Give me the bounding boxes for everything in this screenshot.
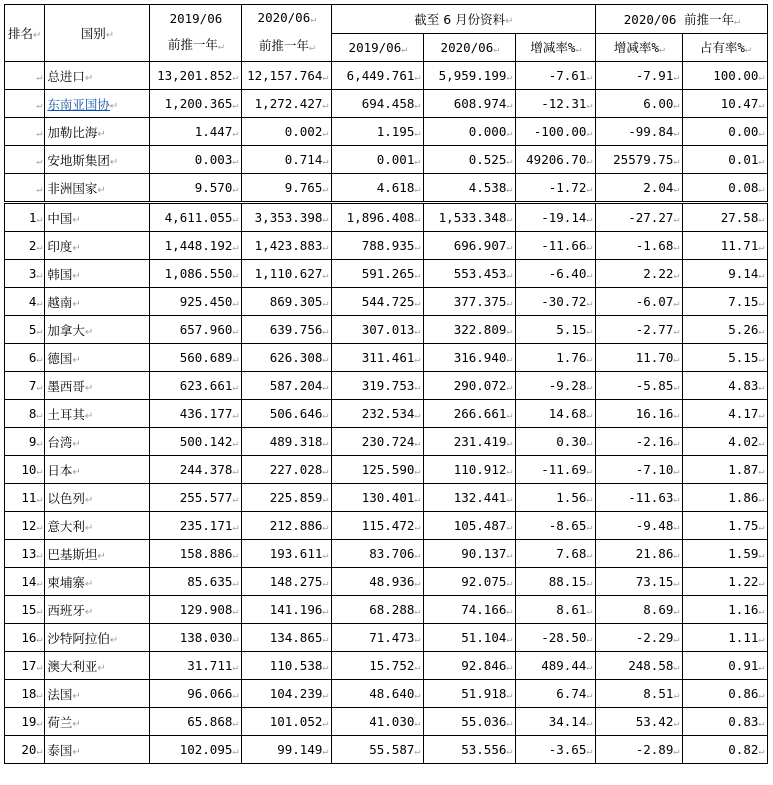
header-2019-label: 2019/06	[169, 11, 223, 26]
cell-2019-ttm: 925.450↵	[150, 288, 242, 316]
cell-ttm-change: -7.10↵	[596, 456, 683, 484]
cell-june-change: 7.68↵	[516, 540, 596, 568]
cell-june-2019: 55.587↵	[332, 736, 424, 764]
cell-ttm-share: 1.86↵	[683, 484, 768, 512]
cell-ttm-change: 21.86↵	[596, 540, 683, 568]
cell-country: 西班牙↵	[45, 596, 150, 624]
cell-ttm-share: 1.11↵	[683, 624, 768, 652]
header-june-2019: 2019/06↵	[332, 33, 424, 62]
cell-june-2020: 90.137↵	[424, 540, 516, 568]
cell-june-2019: 591.265↵	[332, 260, 424, 288]
table-row	[5, 736, 768, 764]
cell-2020-ttm: 9.765↵	[242, 174, 332, 203]
cell-2019-ttm: 657.960↵	[150, 316, 242, 344]
cell-ttm-share: 1.87↵	[683, 456, 768, 484]
cell-2019-ttm: 500.142↵	[150, 428, 242, 456]
cell-june-2019: 232.534↵	[332, 400, 424, 428]
cell-country: 荷兰↵	[45, 708, 150, 736]
cell-2019-ttm: 102.095↵	[150, 736, 242, 764]
cell-june-2019: 48.640↵	[332, 680, 424, 708]
cell-ttm-change: 8.69↵	[596, 596, 683, 624]
cell-country: 日本↵	[45, 456, 150, 484]
table-row	[5, 708, 768, 736]
cell-2019-ttm: 65.868↵	[150, 708, 242, 736]
cell-2020-ttm: 869.305↵	[242, 288, 332, 316]
cell-country: 中国↵	[45, 203, 150, 232]
cell-june-change: 5.15↵	[516, 316, 596, 344]
cell-2019-ttm: 436.177↵	[150, 400, 242, 428]
cell-2019-ttm: 1,086.550↵	[150, 260, 242, 288]
cell-ttm-change: -2.77↵	[596, 316, 683, 344]
header-june-2020: 2020/06↵	[424, 33, 516, 62]
table-row	[5, 118, 768, 146]
cell-ttm-change: 2.04↵	[596, 174, 683, 203]
header-2020-sub: 前推一年↵	[258, 38, 315, 53]
cell-june-2020: 377.375↵	[424, 288, 516, 316]
cell-ttm-share: 1.16↵	[683, 596, 768, 624]
cell-country: 韩国↵	[45, 260, 150, 288]
cell-country: 印度↵	[45, 232, 150, 260]
cell-rank: 10↵	[5, 456, 45, 484]
cell-june-change: -6.40↵	[516, 260, 596, 288]
cell-june-2020: 0.525↵	[424, 146, 516, 174]
cell-june-2020: 266.661↵	[424, 400, 516, 428]
cell-2020-ttm: 225.859↵	[242, 484, 332, 512]
import-table	[4, 4, 768, 764]
cell-june-change: -11.69↵	[516, 456, 596, 484]
cell-june-change: 489.44↵	[516, 652, 596, 680]
cell-2020-ttm: 1,423.883↵	[242, 232, 332, 260]
cell-june-2019: 1,896.408↵	[332, 203, 424, 232]
cell-rank: 11↵	[5, 484, 45, 512]
header-june-change: 增减率%↵	[516, 33, 596, 62]
cell-2019-ttm: 31.711↵	[150, 652, 242, 680]
table-row	[5, 484, 768, 512]
cell-june-2020: 322.809↵	[424, 316, 516, 344]
cell-ttm-change: -11.63↵	[596, 484, 683, 512]
table-row	[5, 540, 768, 568]
cell-june-2019: 130.401↵	[332, 484, 424, 512]
table-row	[5, 568, 768, 596]
cell-2020-ttm: 506.646↵	[242, 400, 332, 428]
cell-june-2019: 311.461↵	[332, 344, 424, 372]
cell-june-2019: 1.195↵	[332, 118, 424, 146]
cell-june-2020: 290.072↵	[424, 372, 516, 400]
cell-june-2020: 4.538↵	[424, 174, 516, 203]
table-row	[5, 372, 768, 400]
cell-june-2020: 92.075↵	[424, 568, 516, 596]
cell-ttm-change: 6.00↵	[596, 90, 683, 118]
cell-june-2019: 307.013↵	[332, 316, 424, 344]
cell-rank: 5↵	[5, 316, 45, 344]
cell-june-2020: 696.907↵	[424, 232, 516, 260]
cell-2019-ttm: 13,201.852↵	[150, 62, 242, 90]
cell-june-change: -12.31↵	[516, 90, 596, 118]
cell-june-2019: 0.001↵	[332, 146, 424, 174]
cell-ttm-share: 11.71↵	[683, 232, 768, 260]
table-row	[5, 652, 768, 680]
cell-country: 墨西哥↵	[45, 372, 150, 400]
cell-rank: ↵	[5, 118, 45, 146]
cell-june-2020: 53.556↵	[424, 736, 516, 764]
cell-ttm-change: 248.58↵	[596, 652, 683, 680]
cell-2019-ttm: 255.577↵	[150, 484, 242, 512]
cell-ttm-share: 0.00↵	[683, 118, 768, 146]
cell-2020-ttm: 0.714↵	[242, 146, 332, 174]
cell-rank: 8↵	[5, 400, 45, 428]
header-2019-sub: 前推一年↵	[167, 37, 224, 52]
cell-ttm-share: 100.00↵	[683, 62, 768, 90]
cell-rank: 2↵	[5, 232, 45, 260]
cell-june-change: -100.00↵	[516, 118, 596, 146]
cell-2019-ttm: 96.066↵	[150, 680, 242, 708]
cell-ttm-share: 0.83↵	[683, 708, 768, 736]
cell-2020-ttm: 3,353.398↵	[242, 203, 332, 232]
cell-country: 土耳其↵	[45, 400, 150, 428]
cell-country: 澳大利亚↵	[45, 652, 150, 680]
cell-ttm-change: -5.85↵	[596, 372, 683, 400]
cell-2019-ttm: 244.378↵	[150, 456, 242, 484]
cell-june-2020: 553.453↵	[424, 260, 516, 288]
header-group-ttm: 2020/06 前推一年↵	[596, 5, 768, 34]
cell-june-2019: 4.618↵	[332, 174, 424, 203]
cell-ttm-share: 1.22↵	[683, 568, 768, 596]
cell-ttm-share: 27.58↵	[683, 203, 768, 232]
cell-june-2019: 15.752↵	[332, 652, 424, 680]
cell-ttm-change: -2.89↵	[596, 736, 683, 764]
cell-2019-ttm: 138.030↵	[150, 624, 242, 652]
cell-ttm-change: 8.51↵	[596, 680, 683, 708]
header-ttm-share: 占有率%↵	[683, 33, 768, 62]
cell-country: 安地斯集团↵	[45, 146, 150, 174]
cell-rank: ↵	[5, 62, 45, 90]
cell-june-change: 34.14↵	[516, 708, 596, 736]
cell-ttm-share: 7.15↵	[683, 288, 768, 316]
cell-ttm-change: 16.16↵	[596, 400, 683, 428]
cell-ttm-share: 0.08↵	[683, 174, 768, 203]
cell-2019-ttm: 9.570↵	[150, 174, 242, 203]
table-row	[5, 232, 768, 260]
cell-rank: 1↵	[5, 203, 45, 232]
cell-2020-ttm: 0.002↵	[242, 118, 332, 146]
cell-june-change: -11.66↵	[516, 232, 596, 260]
table-row	[5, 174, 768, 203]
cell-june-2019: 115.472↵	[332, 512, 424, 540]
cell-june-2019: 41.030↵	[332, 708, 424, 736]
cell-june-change: -30.72↵	[516, 288, 596, 316]
cell-rank: 6↵	[5, 344, 45, 372]
cell-ttm-share: 0.91↵	[683, 652, 768, 680]
cell-rank: 4↵	[5, 288, 45, 316]
header-2020-label: 2020/06↵	[257, 10, 317, 25]
cell-rank: 17↵	[5, 652, 45, 680]
cell-june-2020: 51.918↵	[424, 680, 516, 708]
table-row	[5, 260, 768, 288]
cell-2020-ttm: 227.028↵	[242, 456, 332, 484]
cell-2020-ttm: 587.204↵	[242, 372, 332, 400]
cell-june-2020: 74.166↵	[424, 596, 516, 624]
cell-june-2020: 316.940↵	[424, 344, 516, 372]
cell-country: 越南↵	[45, 288, 150, 316]
cell-2019-ttm: 158.886↵	[150, 540, 242, 568]
cell-june-change: 88.15↵	[516, 568, 596, 596]
cell-june-change: 49206.70↵	[516, 146, 596, 174]
cell-ttm-change: -2.16↵	[596, 428, 683, 456]
cell-ttm-share: 4.17↵	[683, 400, 768, 428]
cell-country: 以色列↵	[45, 484, 150, 512]
cell-ttm-share: 1.59↵	[683, 540, 768, 568]
cell-country: 台湾↵	[45, 428, 150, 456]
cell-june-2020: 110.912↵	[424, 456, 516, 484]
cell-june-2019: 694.458↵	[332, 90, 424, 118]
cell-ttm-share: 4.02↵	[683, 428, 768, 456]
cell-ttm-share: 5.26↵	[683, 316, 768, 344]
cell-2019-ttm: 560.689↵	[150, 344, 242, 372]
cell-june-2020: 608.974↵	[424, 90, 516, 118]
cell-june-2019: 788.935↵	[332, 232, 424, 260]
header-group-june: 截至 6 月份资料↵	[332, 5, 596, 34]
table-row	[5, 596, 768, 624]
cell-rank: 18↵	[5, 680, 45, 708]
table-row	[5, 203, 768, 232]
cell-country: 泰国↵	[45, 736, 150, 764]
cell-2020-ttm: 626.308↵	[242, 344, 332, 372]
cell-country: 总进口↵	[45, 62, 150, 90]
cell-june-change: 6.74↵	[516, 680, 596, 708]
cell-2020-ttm: 193.611↵	[242, 540, 332, 568]
cell-rank: ↵	[5, 174, 45, 203]
cell-country: 法国↵	[45, 680, 150, 708]
cell-ttm-share: 10.47↵	[683, 90, 768, 118]
cell-2019-ttm: 1,448.192↵	[150, 232, 242, 260]
cell-2020-ttm: 1,110.627↵	[242, 260, 332, 288]
cell-country: 加勒比海↵	[45, 118, 150, 146]
cell-june-2020: 92.846↵	[424, 652, 516, 680]
cell-june-change: 8.61↵	[516, 596, 596, 624]
cell-june-2020: 0.000↵	[424, 118, 516, 146]
table-header	[5, 5, 768, 62]
cell-rank: 3↵	[5, 260, 45, 288]
cell-june-2020: 51.104↵	[424, 624, 516, 652]
cell-2019-ttm: 129.908↵	[150, 596, 242, 624]
cell-june-2020: 1,533.348↵	[424, 203, 516, 232]
cell-june-change: 1.56↵	[516, 484, 596, 512]
cell-country: 非洲国家↵	[45, 174, 150, 203]
cell-ttm-change: 2.22↵	[596, 260, 683, 288]
cell-country: 德国↵	[45, 344, 150, 372]
header-rank: 排名↵	[5, 5, 45, 62]
cell-ttm-change: -2.29↵	[596, 624, 683, 652]
cell-june-change: 14.68↵	[516, 400, 596, 428]
cell-rank: 9↵	[5, 428, 45, 456]
cell-2019-ttm: 235.171↵	[150, 512, 242, 540]
cell-rank: 16↵	[5, 624, 45, 652]
table-row	[5, 428, 768, 456]
cell-june-2020: 231.419↵	[424, 428, 516, 456]
cell-country: 意大利↵	[45, 512, 150, 540]
cell-2020-ttm: 212.886↵	[242, 512, 332, 540]
cell-rank: 13↵	[5, 540, 45, 568]
cell-2020-ttm: 104.239↵	[242, 680, 332, 708]
cell-june-change: -9.28↵	[516, 372, 596, 400]
cell-june-change: -8.65↵	[516, 512, 596, 540]
header-country: 国别↵	[45, 5, 150, 62]
cell-june-2019: 68.288↵	[332, 596, 424, 624]
cell-june-2020: 132.441↵	[424, 484, 516, 512]
cell-june-change: -19.14↵	[516, 203, 596, 232]
header-ttm-change: 增减率%↵	[596, 33, 683, 62]
cell-2020-ttm: 101.052↵	[242, 708, 332, 736]
cell-ttm-change: -6.07↵	[596, 288, 683, 316]
cell-rank: 7↵	[5, 372, 45, 400]
cell-2019-ttm: 1,200.365↵	[150, 90, 242, 118]
table-row	[5, 680, 768, 708]
cell-ttm-change: -1.68↵	[596, 232, 683, 260]
table-row	[5, 288, 768, 316]
cell-ttm-change: 53.42↵	[596, 708, 683, 736]
cell-rank: 12↵	[5, 512, 45, 540]
cell-country: 柬埔寨↵	[45, 568, 150, 596]
table-row	[5, 316, 768, 344]
table-body	[5, 62, 768, 764]
cell-june-2020: 5,959.199↵	[424, 62, 516, 90]
cell-2020-ttm: 489.318↵	[242, 428, 332, 456]
cell-june-2019: 125.590↵	[332, 456, 424, 484]
cell-ttm-share: 1.75↵	[683, 512, 768, 540]
cell-country: 沙特阿拉伯↵	[45, 624, 150, 652]
table-row	[5, 344, 768, 372]
cell-rank: ↵	[5, 146, 45, 174]
cell-ttm-change: -99.84↵	[596, 118, 683, 146]
cell-rank: 15↵	[5, 596, 45, 624]
cell-june-2019: 319.753↵	[332, 372, 424, 400]
cell-country: 加拿大↵	[45, 316, 150, 344]
cell-2020-ttm: 12,157.764↵	[242, 62, 332, 90]
cell-2020-ttm: 141.196↵	[242, 596, 332, 624]
cell-2020-ttm: 1,272.427↵	[242, 90, 332, 118]
cell-country: 巴基斯坦↵	[45, 540, 150, 568]
cell-june-2019: 6,449.761↵	[332, 62, 424, 90]
cell-rank: 19↵	[5, 708, 45, 736]
cell-2019-ttm: 4,611.055↵	[150, 203, 242, 232]
cell-2020-ttm: 148.275↵	[242, 568, 332, 596]
cell-rank: ↵	[5, 90, 45, 118]
cell-2020-ttm: 110.538↵	[242, 652, 332, 680]
table-row	[5, 146, 768, 174]
cell-june-2019: 230.724↵	[332, 428, 424, 456]
cell-rank: 20↵	[5, 736, 45, 764]
table-row	[5, 90, 768, 118]
cell-ttm-share: 0.82↵	[683, 736, 768, 764]
cell-ttm-change: 73.15↵	[596, 568, 683, 596]
cell-june-2019: 48.936↵	[332, 568, 424, 596]
cell-june-change: -7.61↵	[516, 62, 596, 90]
cell-june-2019: 83.706↵	[332, 540, 424, 568]
cell-country[interactable]: 东南亚国协↵	[45, 90, 150, 118]
table-row	[5, 456, 768, 484]
cell-ttm-share: 5.15↵	[683, 344, 768, 372]
cell-june-2019: 71.473↵	[332, 624, 424, 652]
header-2020-ttm	[242, 5, 332, 62]
cell-2020-ttm: 639.756↵	[242, 316, 332, 344]
cell-2019-ttm: 623.661↵	[150, 372, 242, 400]
cell-2019-ttm: 0.003↵	[150, 146, 242, 174]
table-row	[5, 512, 768, 540]
header-2019-ttm	[150, 5, 242, 62]
cell-ttm-share: 0.01↵	[683, 146, 768, 174]
cell-2019-ttm: 85.635↵	[150, 568, 242, 596]
cell-ttm-change: 11.70↵	[596, 344, 683, 372]
table-row	[5, 400, 768, 428]
table-row	[5, 62, 768, 90]
cell-ttm-share: 4.83↵	[683, 372, 768, 400]
cell-ttm-share: 9.14↵	[683, 260, 768, 288]
cell-2020-ttm: 99.149↵	[242, 736, 332, 764]
cell-rank: 14↵	[5, 568, 45, 596]
cell-june-2020: 105.487↵	[424, 512, 516, 540]
cell-2020-ttm: 134.865↵	[242, 624, 332, 652]
table-row	[5, 624, 768, 652]
cell-ttm-share: 0.86↵	[683, 680, 768, 708]
cell-ttm-change: -7.91↵	[596, 62, 683, 90]
cell-june-change: -1.72↵	[516, 174, 596, 203]
cell-ttm-change: -9.48↵	[596, 512, 683, 540]
cell-june-2019: 544.725↵	[332, 288, 424, 316]
cell-2019-ttm: 1.447↵	[150, 118, 242, 146]
cell-june-change: -28.50↵	[516, 624, 596, 652]
cell-ttm-change: 25579.75↵	[596, 146, 683, 174]
cell-june-2020: 55.036↵	[424, 708, 516, 736]
cell-june-change: 1.76↵	[516, 344, 596, 372]
cell-june-change: -3.65↵	[516, 736, 596, 764]
cell-june-change: 0.30↵	[516, 428, 596, 456]
cell-ttm-change: -27.27↵	[596, 203, 683, 232]
